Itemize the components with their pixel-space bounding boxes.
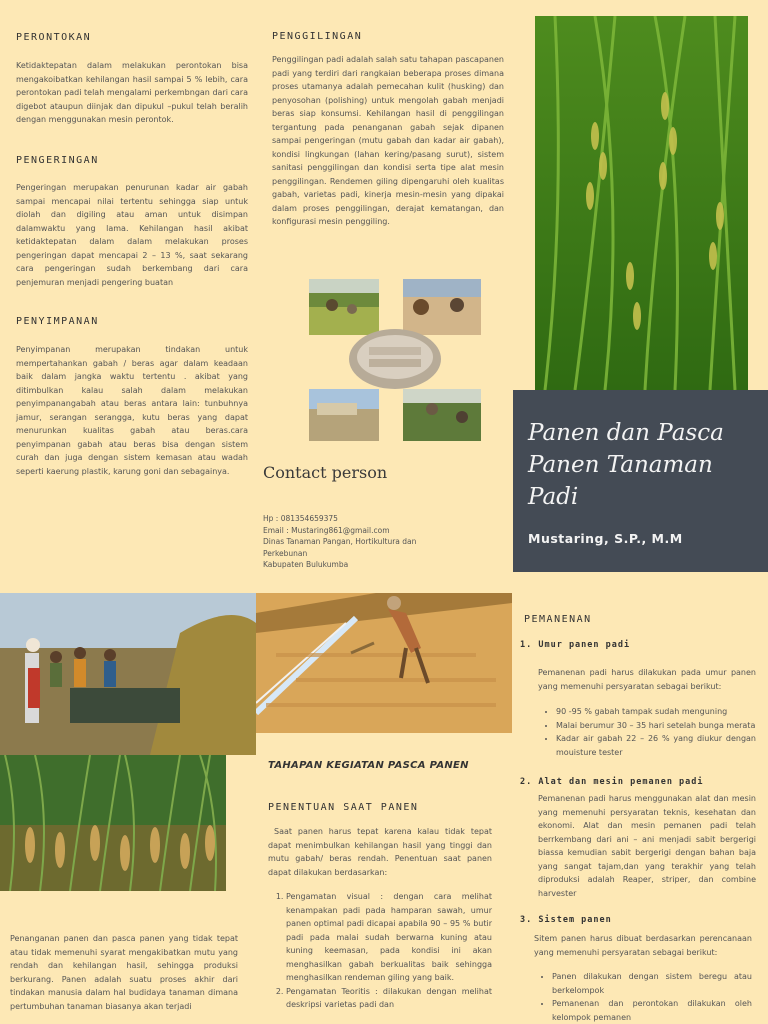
penyimpanan-text: Penyimpanan merupakan tindakan untuk mempertahankan gabah / beras agar dalam keadaan baik dalam jangka waktu tertentu . akibat yang ditimbulkan kalau salah dalam melakukan penyimpanangabah atau beras antara lain: tunbuhnya jamur, serangan serangga, kutu beras yang dapat menurunkan kualitas gabah atau beras.cara penyimpanan gabah atau beras bisa dengan sistem curah dan juga dengan sistem kemasan atau wadah seperti kaerung plastik, karung goni dan sebagainya.: [16, 345, 248, 476]
pemanenan-heading: PEMANENAN: [524, 614, 592, 625]
umur-panen-item-1: • 90 -95 % gabah tampak sudah menguning: [556, 705, 756, 719]
sistem-panen-item-1: • Panen dilakukan dengan sistem beregu atau berkelompok: [552, 970, 752, 997]
penggilingan-heading: PENGGILINGAN: [272, 31, 363, 42]
umur-panen-list: [538, 705, 756, 759]
penentuan-item-2: 2. Pengamatan Teoritis : dilakukan dengan melihat deskripsi varietas padi dan: [286, 985, 492, 1012]
cover-title-box: [513, 390, 768, 572]
pengeringan-text: Pengeringan merupakan penurunan kadar air gabah sampai mencapai nilai tertentu sehingga siap untuk diolah dan digiling atau aman untuk disimpan dalamwaktu yang lama. Kehilangan hasil akibat ketidaktepatan dalam dalam melakukan proses pengeringan dapat mencapai 2 – 13 %, saat sekarang cara pengeringan sudah berkembang dari cara penjemuran menjadi pengering buatan: [16, 183, 248, 287]
umur-panen-text: Pemanenan padi harus dilakukan pada umur panen yang memenuhi persyaratan sebagai berikut:: [538, 668, 756, 691]
contact-email[interactable]: Email : Mustaring861@gmail.com: [263, 525, 390, 535]
intro-text: Penanganan panen dan pasca panen yang tidak tepat atau tidak memenuhi syarat mengakibatkan mutu yang rendah dan kehilangan hasil, sehingga produksi berkurang. Panen adalah suatu proses akhir dari tindakan manusia dalam hal budidaya tanaman dimana pertumbuhan tanaman biasanya akan terjadi: [10, 934, 238, 1011]
penentuan-intro: Saat panen harus tepat karena kalau tidak tepat dapat menimbulkan kehilangan hasil yang tinggi dan mutu gabah/ beras rendah. Penentuan saat panen dapat dilakukan berdasarkan:: [268, 827, 492, 877]
contact-person-heading: Contact person: [263, 463, 388, 482]
perontokan-text: Ketidaktepatan dalam melakukan perontokan bisa mengakoibatkan kehilangan hasil sampai 5 % lebih, cara perontokan padi telah mengalami perkembngan dari cara digebot ataupun diinjak dan dipukul –pukul telah beralih dengan menggunakan mesin perontok.: [16, 61, 248, 124]
pengeringan-heading: PENGERINGAN: [16, 155, 99, 166]
umur-panen-item-3: • Kadar air gabah 22 – 26 % yang diukur dengan mouisture tester: [556, 732, 756, 759]
pasca-panen-collage-image: [307, 277, 483, 443]
penentuan-item-1: 1. Pengamatan visual : dengan cara melihat kenampakan padi pada hamparan sawah, umur panen optimal padi dicapai apabila 90 – 95 % butir padi pada malai sudah berwarna kuning atau kuning keemasan, pada kondisi ini akan menghasilkan gabah berkualitas baik sehingga menghasilkan rendeman giling yang baik.: [286, 890, 492, 985]
harvest-workers-image: [0, 593, 256, 755]
contact-phone: Hp : 081354659375: [263, 514, 338, 523]
sistem-panen-text: Sitem panen harus dibuat berdasarkan perencanaan yang memenuhi persyaratan sebagai berikut:: [534, 934, 752, 957]
penentuan-list: [268, 890, 492, 1012]
penyimpanan-heading: PENYIMPANAN: [16, 316, 99, 327]
contact-details: [263, 513, 463, 571]
sistem-panen-list: [534, 970, 752, 1024]
contact-kabupaten: Kabupaten Bulukumba: [263, 560, 349, 569]
sistem-panen-item-2: • Pemanenan dan perontokan dilakukan oleh kelompok pemanen: [552, 997, 752, 1024]
alat-mesin-text: Pemanenan padi harus menggunakan alat dan mesin yang memenuhi persyaratan teknis, kesehatan dan ekonomi. Alat dan mesin pemanen padi telah berrkembang dari ani – ani menjadi sabit bergerigi biassa kemudian sabit bergerigi dengan bahan baja yang sangat tajam,dan yang terakhir yang telah diproduksi adalah Reaper, striper, dan combine harvester: [538, 794, 756, 898]
penentuan-heading: PENENTUAN SAAT PANEN: [268, 802, 419, 813]
umur-panen-heading: 1. Umur panen padi: [520, 640, 631, 650]
umur-panen-item-2: • Malai berumur 30 – 35 hari setelah bunga merata: [556, 719, 756, 733]
alat-mesin-heading: 2. Alat dan mesin pemanen padi: [520, 777, 704, 787]
ripe-rice-field-image: [0, 755, 226, 891]
contact-dinas: Dinas Tanaman Pangan, Hortikultura dan Perkebunan: [263, 537, 417, 558]
tahapan-heading: TAHAPAN KEGIATAN PASCA PANEN: [268, 760, 469, 771]
drying-grain-image: [256, 593, 512, 733]
author-name: Mustaring, S.P., M.M: [528, 531, 683, 546]
penggilingan-text: Penggilingan padi adalah salah satu tahapan pascapanen padi yang terdiri dari rangkaian beberapa proses dimana proses utamanya adalah pemecahan kulit (husking) dan penyosohan (polishing) untuk mengolah gabah menjadi beras siap konsumsi. Kehilangan hasil di penggilingan tergantung pada penanganan gabah sejak dipanen sampai pengeringan (mutu gabah dan kadar air gabah), kondisi lingkungan (lahan kering/pasang surut), sistem sanitasi penggilingan dan kondisi serta tipe alat mesin penggilingan. Rendemen giling dipengaruhi oleh kualitas gabah, varietas padi, kinerja mesin-mesin yang dipakai dalam proses penggilingan, derajat kematangan, dan konfigurasi mesin penggiling.: [272, 55, 504, 226]
brochure-title: Panen dan Pasca Panen Tanaman Padi: [528, 420, 724, 510]
sistem-panen-heading: 3. Sistem panen: [520, 915, 612, 925]
perontokan-heading: PERONTOKAN: [16, 32, 92, 43]
rice-plant-cover-image: [535, 16, 748, 390]
